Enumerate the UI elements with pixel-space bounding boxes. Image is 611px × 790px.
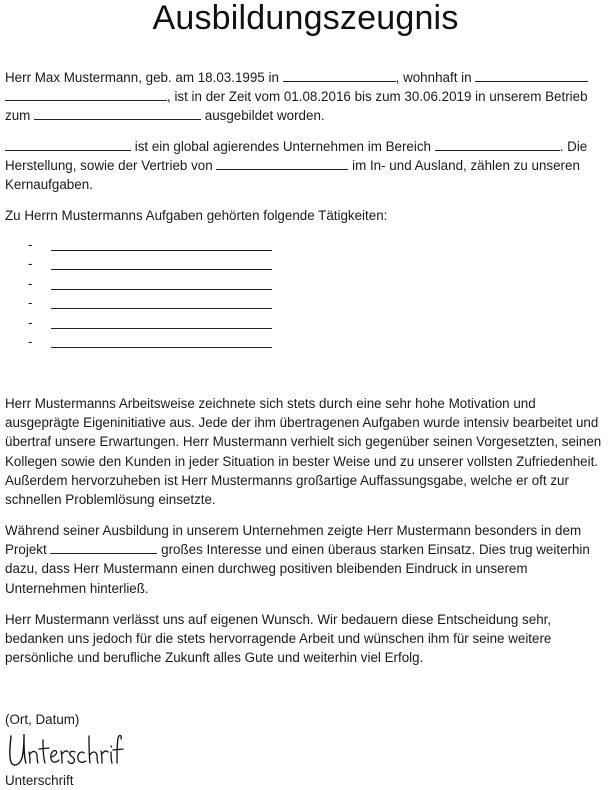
- closing-text: persönliche und berufliche Zukunft alles Gute und weiterhin viel Erfolg.: [5, 650, 424, 666]
- profession-blank: [34, 107, 201, 120]
- task-blank: [51, 328, 272, 329]
- closing-paragraph: [5, 610, 607, 668]
- company-text: ist ein global agierendes Unternehmen im Bereich: [131, 139, 435, 154]
- performance-text: Kollegen sowie den Kunden in jeder Situation in bester Weise und zu unserer vollsten Zufriedenheit.: [5, 453, 599, 469]
- company-paragraph: [5, 137, 607, 195]
- company-text: Kernaufgaben.: [5, 177, 93, 193]
- performance-paragraph: [5, 394, 607, 509]
- performance-text: übertraf unsere Erwartungen. Herr Mustermann verhielt sich gegenüber seinen Vorgesetzten, seinen: [5, 434, 602, 450]
- birthplace-blank: [283, 69, 396, 82]
- tasks-heading: Zu Herrn Mustermanns Aufgaben gehörten folgende Tätigkeiten:: [5, 208, 388, 223]
- intro-text: ausgebildet worden.: [201, 108, 325, 124]
- project-text: Während seiner Ausbildung in unserem Unternehmen zeigte Herr Mustermann besonders in dem: [5, 523, 582, 538]
- intro-text: , wohnhaft in: [395, 70, 476, 85]
- project-paragraph: [5, 521, 607, 598]
- company-name-blank: [5, 138, 131, 151]
- intro-text: Herr Max Mustermann, geb. am 18.03.1995 in: [5, 70, 283, 85]
- performance-text: ausgeprägte Eigeninitiative aus. Jede der ihm übertragenen Aufgaben wurde intensiv bearbeitet und: [5, 415, 599, 431]
- task-blank: [51, 250, 272, 251]
- performance-text: Herr Mustermanns Arbeitsweise zeichnete sich stets durch eine sehr hohe Motivation und: [5, 396, 536, 411]
- signature-label: Unterschrift: [5, 773, 74, 788]
- document-title: Ausbildungszeugnis: [152, 0, 459, 37]
- company-text: . Die: [559, 139, 588, 154]
- place-date-label: (Ort, Datum): [5, 712, 80, 727]
- project-text: Projekt: [5, 542, 51, 558]
- bullet-dash: -: [28, 314, 33, 330]
- project-text: dazu, dass Herr Mustermann einen durchweg positiven bleibenden Eindruck in unserem: [5, 561, 528, 577]
- industry-blank: [435, 138, 560, 151]
- residence-blank: [475, 69, 588, 82]
- bullet-dash: -: [28, 275, 33, 291]
- signature-image: [5, 730, 125, 774]
- task-blank: [51, 308, 272, 309]
- intro-text: , ist in der Zeit vom 01.08.2016 bis zum 30.06.2019 in unserem Betrieb: [167, 89, 588, 105]
- bullet-dash: -: [28, 256, 33, 272]
- project-name-blank: [50, 541, 157, 554]
- intro-text: zum: [5, 108, 35, 124]
- task-blank: [51, 269, 272, 270]
- products-blank: [216, 157, 348, 170]
- task-blank: [51, 289, 272, 290]
- project-text: großes Interesse und einen überaus starken Einsatz. Dies trug weiterhin: [157, 542, 590, 558]
- bullet-dash: -: [28, 333, 33, 349]
- performance-text: Außerdem hervorzuheben ist Herr Mustermanns großartige Auffassungsgabe, welche er oft zur: [5, 472, 569, 488]
- address-blank: [5, 88, 167, 101]
- company-text: im In- und Ausland, zählen zu unseren: [348, 158, 580, 174]
- performance-text: schnellen Problemlösung einsetzte.: [5, 491, 216, 507]
- company-text: Herstellung, sowie der Vertrieb von: [5, 158, 217, 174]
- bullet-dash: -: [28, 295, 33, 311]
- bullet-dash: -: [28, 237, 33, 252]
- task-blank: [51, 347, 272, 348]
- project-text: Unternehmen hinterließ.: [5, 580, 149, 596]
- intro-paragraph: [5, 68, 607, 126]
- closing-text: bedanken uns jedoch für die stets hervorragende Arbeit und wünschen ihm für seine weitere: [5, 631, 552, 647]
- closing-text: Herr Mustermann verlässt uns auf eigenen Wunsch. Wir bedauern diese Entscheidung sehr,: [5, 612, 552, 627]
